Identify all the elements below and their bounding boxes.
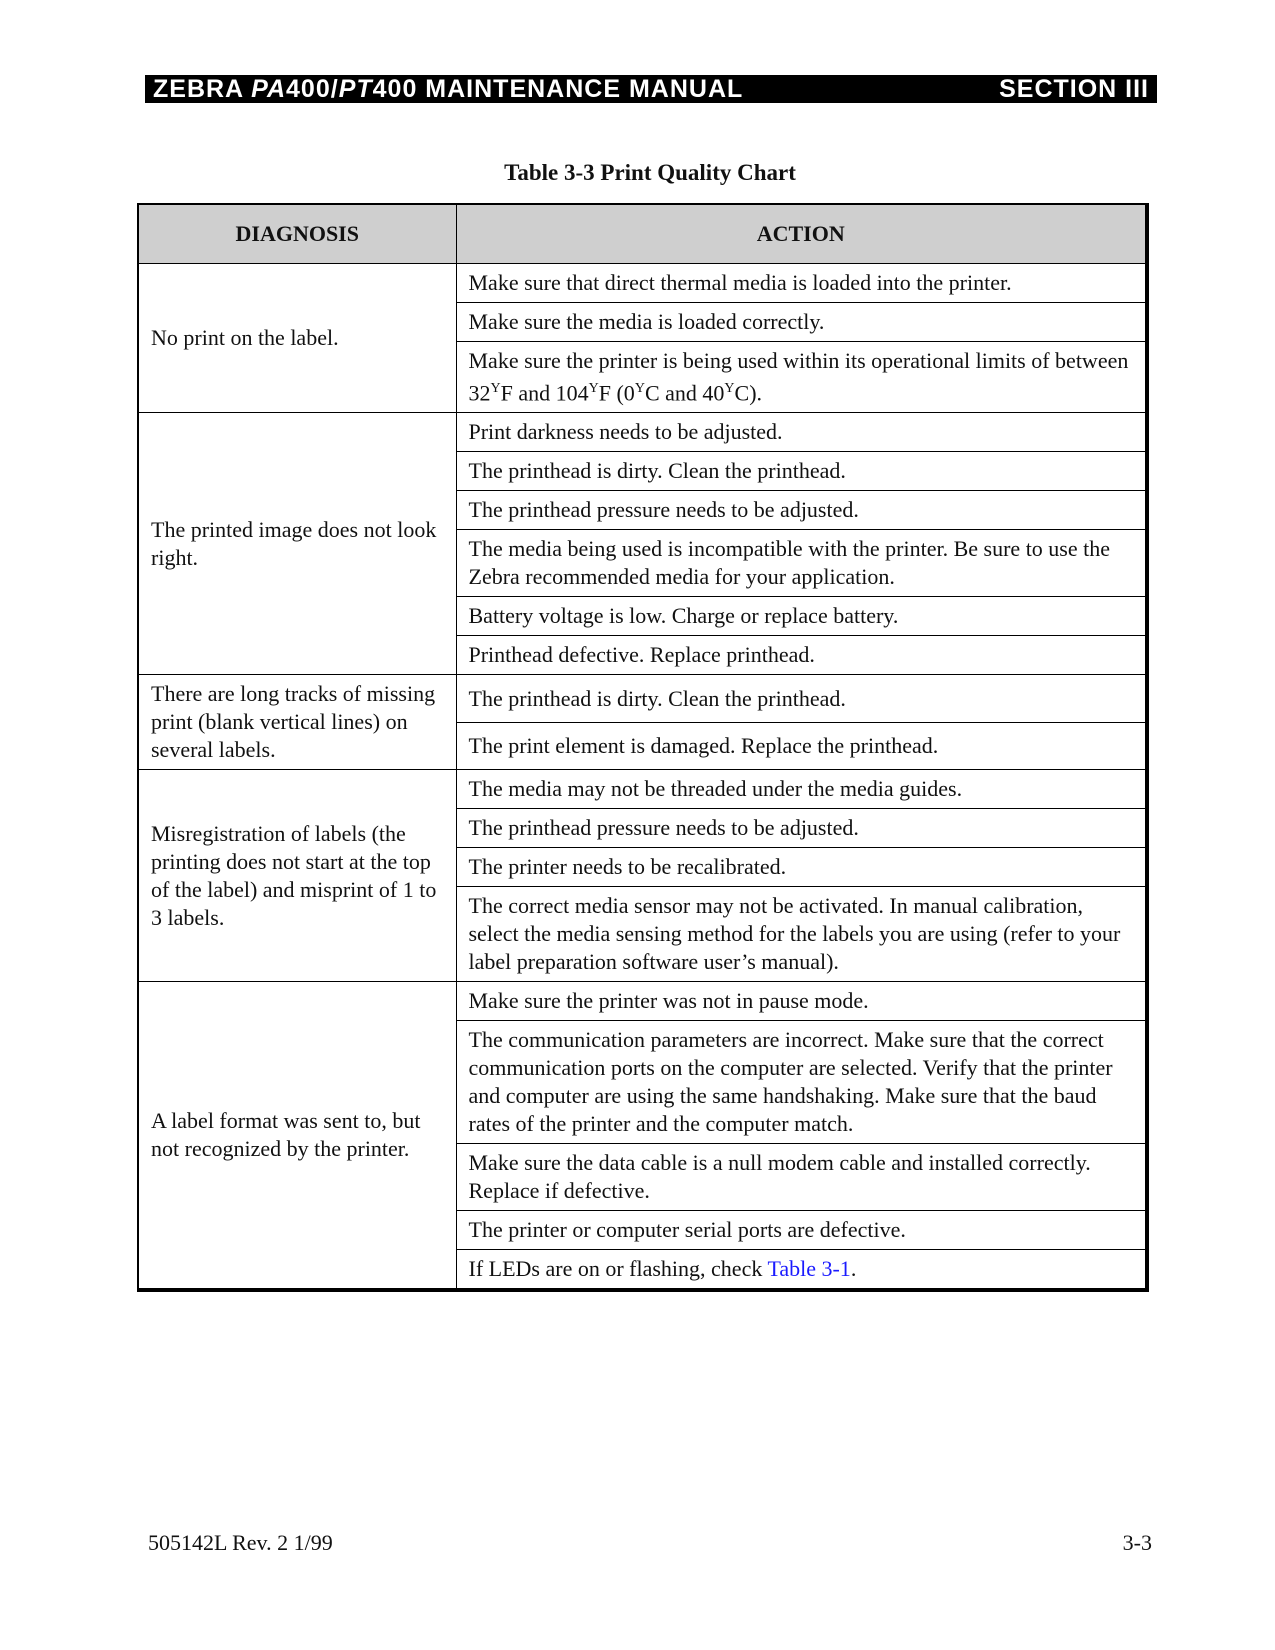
- action-cell: The printer needs to be recalibrated.: [456, 848, 1147, 887]
- section-label: SECTION III: [999, 74, 1149, 103]
- manual-title: [153, 75, 743, 104]
- table-header-row: [138, 204, 1147, 264]
- action-cell-with-degrees: Make sure the printer is being used within its operational limits of between $32^\Upsilon F$ and $104^\Upsilon F$ ($0^\Upsilon C$ and $40^\Upsilon C$).: [456, 342, 1147, 413]
- action-cell: The communication parameters are incorrect. Make sure that the correct communication ports on the computer are selected. Verify that the printer and computer are using the same handshaking. Make sure that the baud rates of the printer and the computer match.: [456, 1021, 1147, 1144]
- action-cell: The correct media sensor may not be activated. In manual calibration, select the media sensing method for the labels you are using (refer to your label preparation software user’s manual).: [456, 887, 1147, 982]
- table-row: [138, 413, 1147, 452]
- table-body: [138, 264, 1147, 1291]
- action-cell: Make sure the data cable is a null modem cable and installed correctly. Replace if defective.: [456, 1144, 1147, 1211]
- diagnosis-cell: Misregistration of labels (the printing does not start at the top of the label) and misprint of 1 to 3 labels.: [138, 770, 456, 982]
- action-text: If LEDs are on or flashing, check: [468, 1256, 768, 1282]
- action-cell: Make sure that direct thermal media is loaded into the printer.: [456, 264, 1147, 303]
- column-header-action: ACTION: [456, 204, 1147, 264]
- model-pa: PA: [251, 74, 287, 103]
- manual-title-part: 400/: [286, 74, 339, 103]
- diagnosis-cell: A label format was sent to, but not recognized by the printer.: [138, 982, 456, 1291]
- print-quality-table: [137, 203, 1149, 1292]
- table-3-1-link[interactable]: Table 3-1: [767, 1256, 851, 1282]
- manual-title-part: 400 MAINTENANCE MANUAL: [372, 74, 744, 103]
- diagnosis-cell: No print on the label.: [138, 264, 456, 413]
- manual-title-part: ZEBRA: [153, 74, 252, 103]
- action-cell: The printhead is dirty. Clean the printhead.: [456, 675, 1147, 723]
- action-cell: The media may not be threaded under the media guides.: [456, 770, 1147, 809]
- action-cell: Make sure the printer was not in pause mode.: [456, 982, 1147, 1021]
- action-cell: Print darkness needs to be adjusted.: [456, 413, 1147, 452]
- diagnosis-cell: There are long tracks of missing print (blank vertical lines) on several labels.: [138, 675, 456, 770]
- column-header-diagnosis: DIAGNOSIS: [138, 204, 456, 264]
- table-row: [138, 770, 1147, 809]
- action-cell: The print element is damaged. Replace the printhead.: [456, 722, 1147, 770]
- action-cell: Printhead defective. Replace printhead.: [456, 636, 1147, 675]
- action-text: .: [850, 1256, 857, 1282]
- action-cell: The printer or computer serial ports are defective.: [456, 1211, 1147, 1250]
- model-pt: PT: [338, 74, 373, 103]
- action-cell: The media being used is incompatible with the printer. Be sure to use the Zebra recommended media for your application.: [456, 530, 1147, 597]
- page-header-bar: [145, 75, 1157, 103]
- action-cell: Make sure the media is loaded correctly.: [456, 303, 1147, 342]
- diagnosis-cell: The printed image does not look right.: [138, 413, 456, 675]
- table-row: [138, 982, 1147, 1021]
- table-title: Table 3-3 Print Quality Chart: [504, 160, 796, 185]
- table-row: [138, 264, 1147, 303]
- action-cell: The printhead pressure needs to be adjusted.: [456, 491, 1147, 530]
- action-cell: The printhead pressure needs to be adjusted.: [456, 809, 1147, 848]
- table-row: [138, 675, 1147, 723]
- action-cell: The printhead is dirty. Clean the printhead.: [456, 452, 1147, 491]
- action-cell: Battery voltage is low. Charge or replace battery.: [456, 597, 1147, 636]
- page-number: 3-3: [1122, 1530, 1152, 1555]
- document-revision: 505142L Rev. 2 1/99: [148, 1530, 333, 1555]
- action-cell: [456, 1250, 1147, 1291]
